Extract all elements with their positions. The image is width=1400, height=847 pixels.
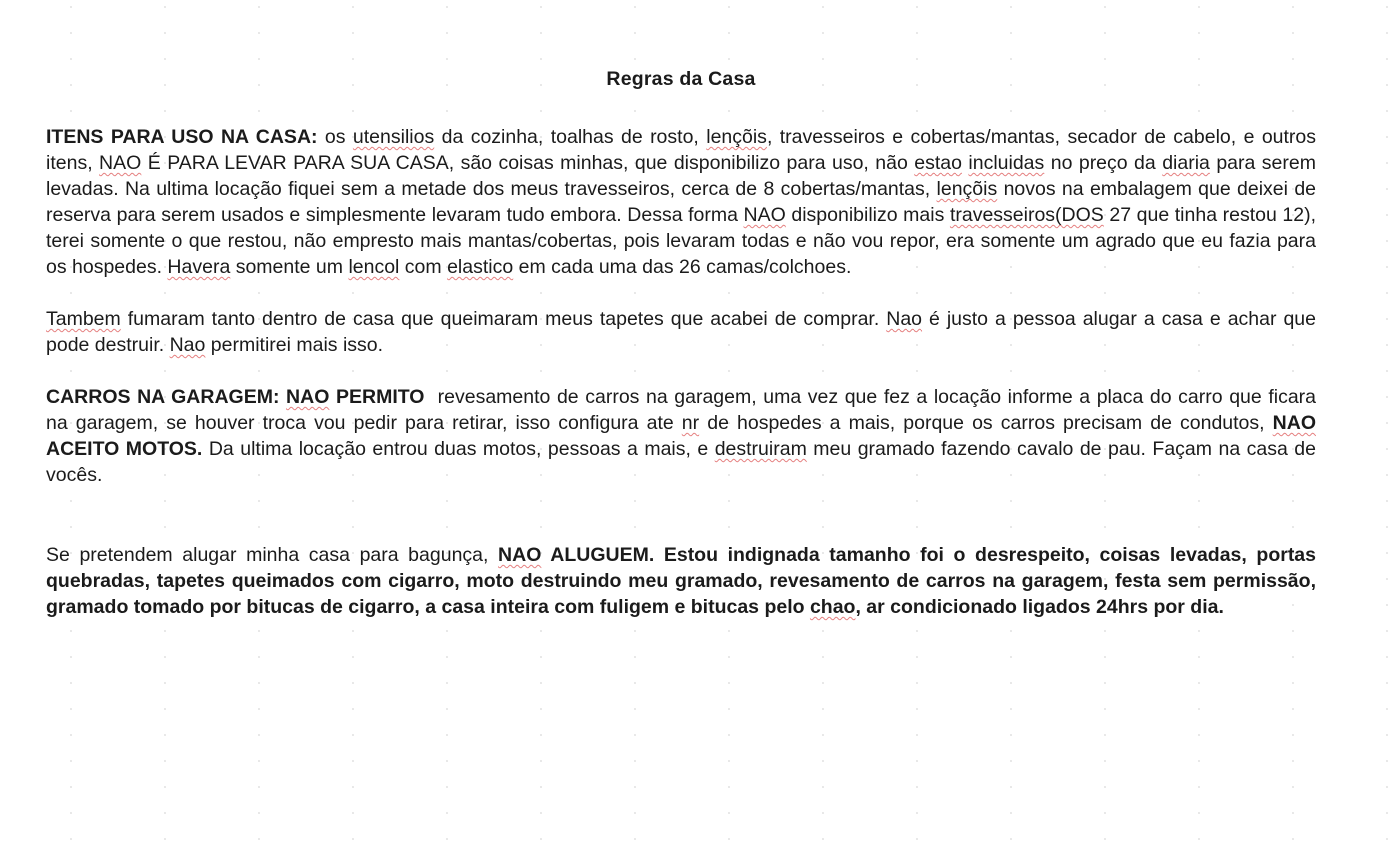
text-run: ALUGUEM. Estou indignada tamanho foi o desrespeito, coisas levadas, portas quebradas, tapetes queimados com cigarro, moto destruindo meu gramado, revesamento de carros na garagem, festa sem permissão, gramado tomado por bitucas de cigarro, a casa inteira com fuligem e bitucas pelo [46,544,1316,618]
text-run: os [324,126,353,148]
text-run: fumaram tanto dentro de casa que queimaram meus tapetes que acabei de comprar. [120,308,887,330]
misspelled-text-run: travesseiros(DOS [949,204,1104,226]
text-run: em cada uma das 26 camas/colchoes. [513,256,852,278]
text-run: de hospedes a mais, porque os carros precisam de condutos, [699,412,1273,434]
misspelled-text-run: NAO [286,386,330,408]
misspelled-text-run: nr [681,412,700,434]
misspelled-text-run: NAO [99,152,142,174]
paragraph-fumaram-dentro-de-casa [46,306,1316,358]
text-run: É PARA LEVAR PARA SUA CASA, são coisas minhas, que disponibilizo para uso, não [141,152,915,174]
misspelled-text-run: lencol [348,256,400,278]
text-run: é justo a pessoa alugar a casa e achar que pode destruir. [46,308,1316,356]
misspelled-text-run: destruiram [714,438,807,460]
text-run: Se pretendem alugar minha casa para bagunça, [46,544,499,566]
text-run: PERMITO [329,386,425,408]
text-run: CARROS NA GARAGEM: [46,386,287,408]
paragraph-itens-para-uso-na-casa [46,124,1316,280]
document-body [46,124,1316,620]
text-run: com [399,256,448,278]
paragraph-nao-aluguem [46,542,1316,620]
text-run: disponibilizo mais [785,204,950,226]
text-run: novos na embalagem que deixei de reserva para serem usados e simplesmente levaram tudo embora. Dessa forma [46,178,1317,226]
misspelled-text-run: NAO [743,204,786,226]
misspelled-text-run: lençõis [706,126,767,148]
misspelled-text-run: lençõis [936,178,998,200]
text-run: 27 que tinha restou 12), terei somente o que restou, não empresto mais mantas/cobertas, pois levaram todas e não vou repor, era somente um agrado que eu fazia para os hospedes. [46,204,1316,278]
text-run: da cozinha, toalhas de rosto, [434,126,707,148]
text-run: revesamento de carros na garagem, uma vez que fez a locação informe a placa do carro que ficara na garagem, se houver troca vou pedir para retirar, isso configura ate [46,386,1316,434]
misspelled-text-run: Tambem [46,308,121,330]
misspelled-text-run: estao [914,152,962,174]
paragraph-carros-na-garagem [46,384,1316,488]
misspelled-text-run: incluidas [968,152,1045,174]
misspelled-text-run: Nao [886,308,923,330]
misspelled-text-run: NAO [1272,412,1316,434]
text-run: Da ultima locação entrou duas motos, pessoas a mais, e [202,438,715,460]
text-run: meu gramado fazendo cavalo de pau. Façam na casa de vocês. [46,438,1317,486]
text-run: permitirei mais isso. [205,334,384,356]
misspelled-text-run: NAO [498,544,542,566]
text-run: , ar condicionado ligados 24hrs por dia. [855,596,1224,618]
misspelled-text-run: Havera [167,256,231,278]
misspelled-text-run: chao [809,596,856,618]
text-run: ITENS PARA USO NA CASA: [46,126,325,148]
text-run: no preço da [1044,152,1163,174]
text-run: ACEITO MOTOS. [46,438,203,460]
text-run: somente um [230,256,349,278]
text-run: para serem levadas. Na ultima locação fiquei sem a metade dos meus travesseiros, cerca de 8 cobertas/mantas, [46,152,1316,200]
page-title: Regras da Casa [606,68,756,90]
misspelled-text-run: utensilios [352,126,435,148]
misspelled-text-run: elastico [447,256,514,278]
text-run: , travesseiros e cobertas/mantas, secador de cabelo, e outros itens, [46,126,1317,174]
misspelled-text-run: diaria [1162,152,1210,174]
misspelled-text-run: Nao [169,334,206,356]
